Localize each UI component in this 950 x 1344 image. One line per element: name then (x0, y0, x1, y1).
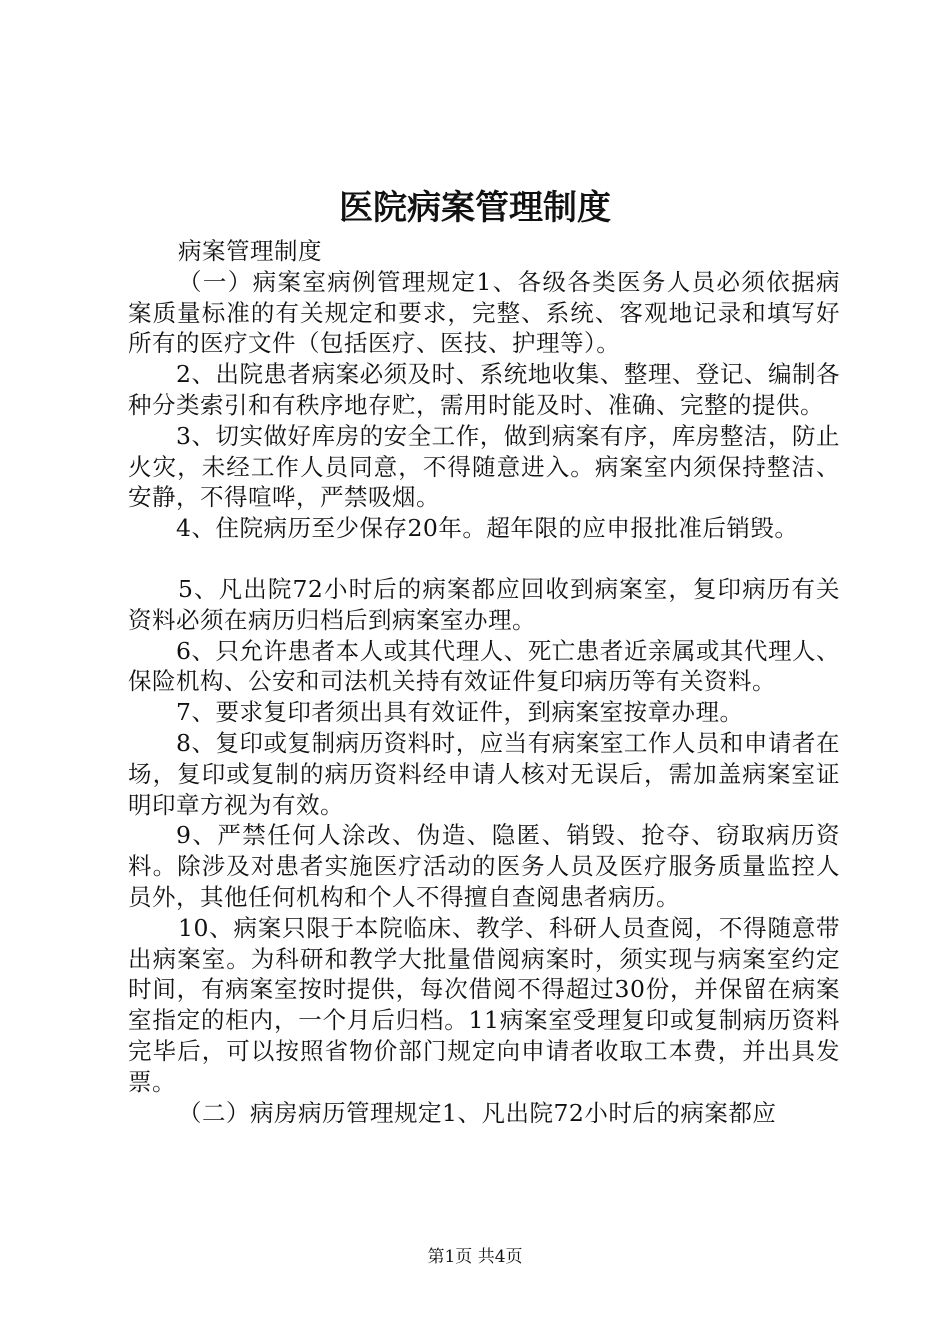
paragraph-7: 7、要求复印者须出具有效证件，到病案室按章办理。 (176, 698, 744, 727)
paragraph-11: （二）病房病历管理规定1、凡出院72小时后的病案都应 (178, 1098, 777, 1127)
paragraph-2: 2、出院患者病案必须及时、系统地收集、整理、登记、编制各种分类索引和有秩序地存贮，需用时能及时、准确、完整的提供。 (128, 360, 840, 419)
paragraph-gap (128, 544, 840, 574)
paragraph-6: 6、只允许患者本人或其代理人、死亡患者近亲属或其代理人、保险机构、公安和司法机关持有效证件复印病历等有关资料。 (128, 636, 840, 696)
section-heading: 病案管理制度 (178, 237, 322, 265)
paragraph-9: 9、严禁任何人涂改、伪造、隐匿、销毁、抢夺、窃取病历资料。除涉及对患者实施医疗活动的医务人员及医疗服务质量监控人员外，其他任何机构和个人不得擅自查阅患者病历。 (128, 821, 840, 911)
document-body (128, 236, 840, 1128)
paragraph-1: （一）病案室病例管理规定1、各级各类医务人员必须依据病案质量标准的有关规定和要求，完整、系统、客观地记录和填写好所有的医疗文件（包括医疗、医技、护理等）。 (128, 267, 840, 358)
paragraph-8: 8、复印或复制病历资料时，应当有病案室工作人员和申请者在场，复印或复制的病历资料经申请人核对无误后，需加盖病案室证明印章方视为有效。 (128, 728, 840, 819)
paragraph-5: 5、凡出院72小时后的病案都应回收到病案室，复印病历有关资料必须在病历归档后到病案室办理。 (128, 574, 840, 634)
paragraph-4: 4、住院病历至少保存20年。超年限的应申报批准后销毁。 (176, 514, 799, 543)
page-title: 医院病案管理制度 (339, 188, 611, 228)
paragraph-3: 3、切实做好库房的安全工作，做到病案有序，库房整洁，防止火灾，未经工作人员同意，不得随意进入。病案室内须保持整洁、安静，不得喧哗，严禁吸烟。 (128, 421, 840, 512)
paragraph-10: 10、病案只限于本院临床、教学、科研人员查阅，不得随意带出病案室。为科研和教学大批量借阅病案时，须实现与病案室约定时间，有病案室按时提供，每次借阅不得超过30份，并保留在病案室指定的柜内，一个月后归档。11病案室受理复印或复制病历资料完毕后，可以按照省物价部门规定向申请者收取工本费，并出具发票。 (128, 913, 840, 1096)
page-footer: 第1页 共4页 (427, 1247, 523, 1267)
